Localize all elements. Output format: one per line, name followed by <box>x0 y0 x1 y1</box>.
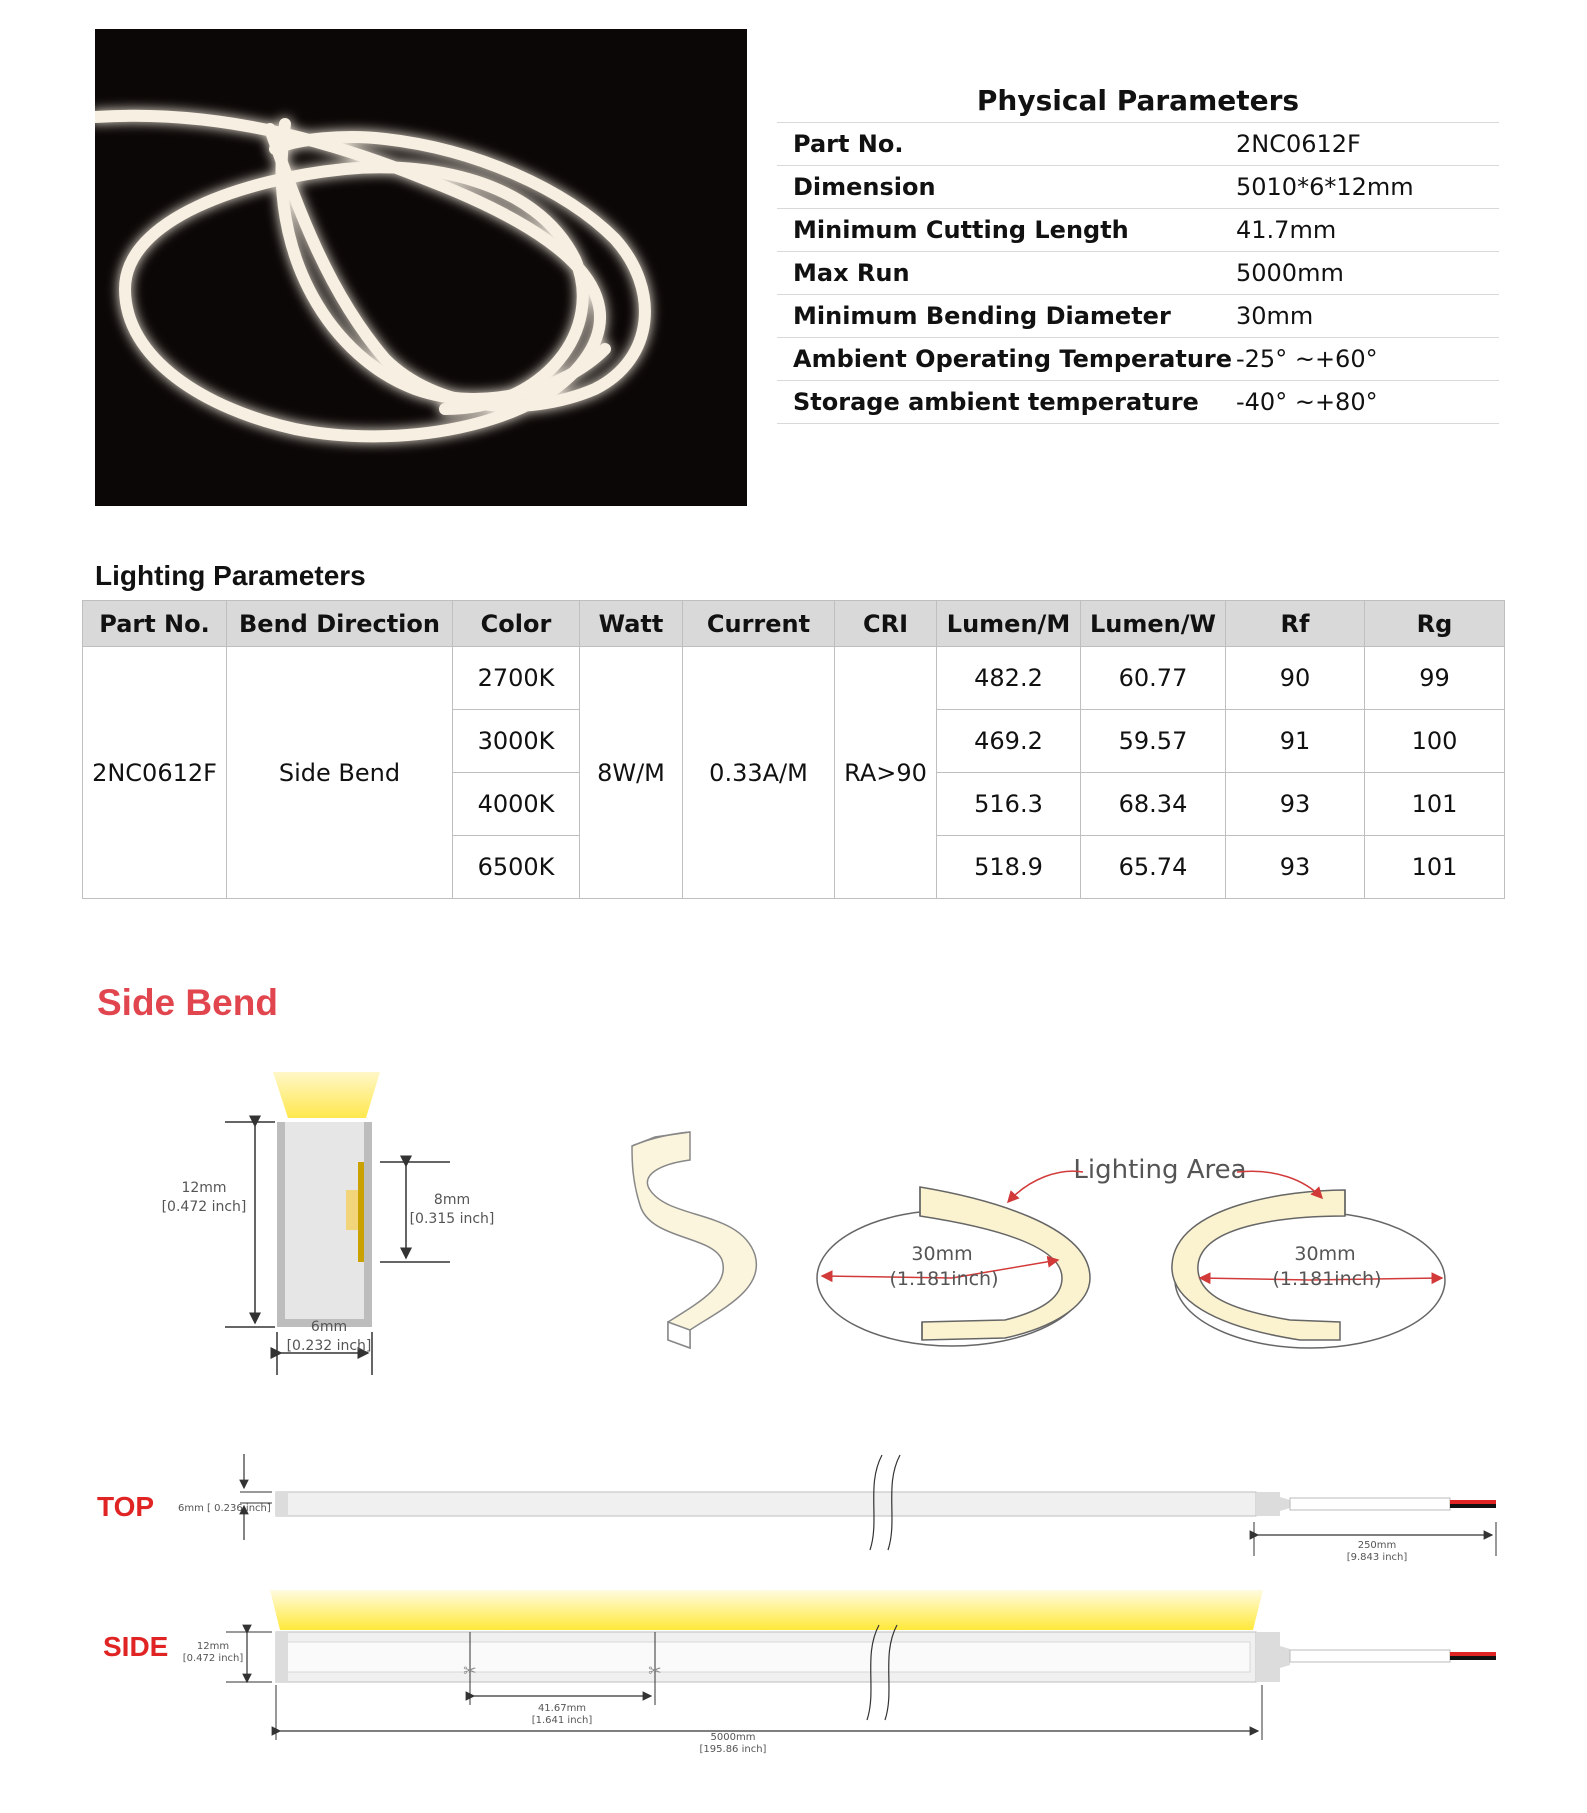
param-value: 5010*6*12mm <box>1236 173 1414 201</box>
neon-strip-image <box>95 29 747 506</box>
param-row <box>777 251 1499 294</box>
cut-in-label: [1.641 inch] <box>531 1715 593 1726</box>
rf-cell: 93 <box>1226 773 1365 836</box>
wire-mm-label: 250mm <box>1357 1540 1397 1551</box>
top-view-drawing <box>97 1454 1496 1563</box>
bend-diameter-in-inner: (1.181inch) <box>889 1268 999 1290</box>
bend-diagram-inner <box>817 1187 1090 1346</box>
total-mm-label: 5000mm <box>710 1732 756 1743</box>
param-value: 2NC0612F <box>1236 130 1361 158</box>
product-photo <box>95 29 747 506</box>
rf-cell: 91 <box>1226 710 1365 773</box>
color-cell: 3000K <box>453 710 580 773</box>
param-row <box>777 337 1499 380</box>
rg-cell: 99 <box>1365 647 1505 710</box>
height-mm-label: 12mm <box>181 1180 227 1196</box>
lumen-w-cell: 65.74 <box>1081 836 1226 899</box>
physical-parameters-table <box>777 80 1499 424</box>
watt-cell: 8W/M <box>580 647 683 899</box>
header-watt: Watt <box>580 601 683 647</box>
param-value: -25° ~+60° <box>1236 345 1378 373</box>
header-color: Color <box>453 601 580 647</box>
width-in-label: [0.232 inch] <box>286 1338 372 1354</box>
lumen-m-cell: 482.2 <box>937 647 1081 710</box>
technical-drawings <box>0 1040 1587 1813</box>
param-row <box>777 208 1499 251</box>
physical-parameters-title: Physical Parameters <box>976 84 1300 117</box>
led-chip-icon <box>346 1190 358 1230</box>
side-height-mm-label: 12mm <box>196 1641 230 1652</box>
bend-direction-cell: Side Bend <box>227 647 453 899</box>
s-curve-strip-drawing <box>632 1132 756 1348</box>
side-label: SIDE <box>103 1631 169 1662</box>
header-bend-direction: Bend Direction <box>227 601 453 647</box>
header-lumen-w: Lumen/W <box>1081 601 1226 647</box>
led-mm-label: 8mm <box>433 1192 471 1208</box>
cri-cell: RA>90 <box>835 647 937 899</box>
param-row <box>777 122 1499 165</box>
param-label: Minimum Bending Diameter <box>793 302 1171 330</box>
rf-cell: 90 <box>1226 647 1365 710</box>
header-rg: Rg <box>1365 601 1505 647</box>
side-bend-title: Side Bend <box>97 982 278 1023</box>
side-view-drawing <box>103 1590 1496 1755</box>
rg-cell: 101 <box>1365 773 1505 836</box>
param-value: 30mm <box>1236 302 1314 330</box>
param-row <box>777 165 1499 208</box>
header-current: Current <box>683 601 835 647</box>
side-light-beam <box>270 1590 1263 1630</box>
lumen-m-cell: 516.3 <box>937 773 1081 836</box>
rg-cell: 100 <box>1365 710 1505 773</box>
param-label: Dimension <box>793 173 936 201</box>
top-label: TOP <box>97 1491 155 1522</box>
rg-cell: 101 <box>1365 836 1505 899</box>
lighting-parameters-table <box>82 600 1505 899</box>
top-width-label: 6mm [ 0.236 inch] <box>178 1503 271 1514</box>
width-mm-label: 6mm <box>310 1319 348 1335</box>
param-label: Part No. <box>793 130 904 158</box>
height-in-label: [0.472 inch] <box>161 1199 247 1215</box>
bend-diameter-in-outer: (1.181inch) <box>1272 1268 1382 1290</box>
scissors-icon: ✂ <box>463 1661 477 1680</box>
header-lumen-m: Lumen/M <box>937 601 1081 647</box>
lighting-area-label: Lighting Area <box>1073 1155 1247 1185</box>
side-height-in-label: [0.472 inch] <box>182 1653 244 1664</box>
led-in-label: [0.315 inch] <box>409 1211 495 1227</box>
color-cell: 6500K <box>453 836 580 899</box>
lighting-area-arrow-left <box>1008 1171 1083 1202</box>
total-in-label: [195.86 inch] <box>699 1744 767 1755</box>
param-label: Storage ambient temperature <box>793 388 1199 416</box>
current-cell: 0.33A/M <box>683 647 835 899</box>
param-value: 5000mm <box>1236 259 1344 287</box>
header-rf: Rf <box>1226 601 1365 647</box>
cut-mm-label: 41.67mm <box>537 1703 587 1714</box>
param-value: -40° ~+80° <box>1236 388 1378 416</box>
bend-diameter-mm-outer: 30mm <box>1294 1243 1356 1265</box>
param-value: 41.7mm <box>1236 216 1337 244</box>
param-label: Ambient Operating Temperature <box>793 345 1233 373</box>
color-cell: 2700K <box>453 647 580 710</box>
param-row <box>777 380 1499 424</box>
lumen-m-cell: 469.2 <box>937 710 1081 773</box>
header-part-no: Part No. <box>83 601 227 647</box>
param-label: Minimum Cutting Length <box>793 216 1129 244</box>
param-row <box>777 294 1499 337</box>
lumen-w-cell: 68.34 <box>1081 773 1226 836</box>
param-label: Max Run <box>793 259 910 287</box>
cross-section-drawing <box>162 1072 495 1375</box>
lumen-w-cell: 60.77 <box>1081 647 1226 710</box>
bend-diagram-outer <box>1172 1190 1445 1348</box>
header-cri: CRI <box>835 601 937 647</box>
bend-diameter-mm-inner: 30mm <box>911 1243 973 1265</box>
lumen-w-cell: 59.57 <box>1081 710 1226 773</box>
lighting-parameters-title: Lighting Parameters <box>95 560 366 591</box>
part-no-cell: 2NC0612F <box>83 647 227 899</box>
table-row <box>83 647 1505 710</box>
lumen-m-cell: 518.9 <box>937 836 1081 899</box>
color-cell: 4000K <box>453 773 580 836</box>
light-beam-icon <box>273 1072 380 1118</box>
scissors-icon: ✂ <box>648 1661 662 1680</box>
table-header-row <box>83 601 1505 647</box>
wire-in-label: [9.843 inch] <box>1346 1552 1408 1563</box>
rf-cell: 93 <box>1226 836 1365 899</box>
